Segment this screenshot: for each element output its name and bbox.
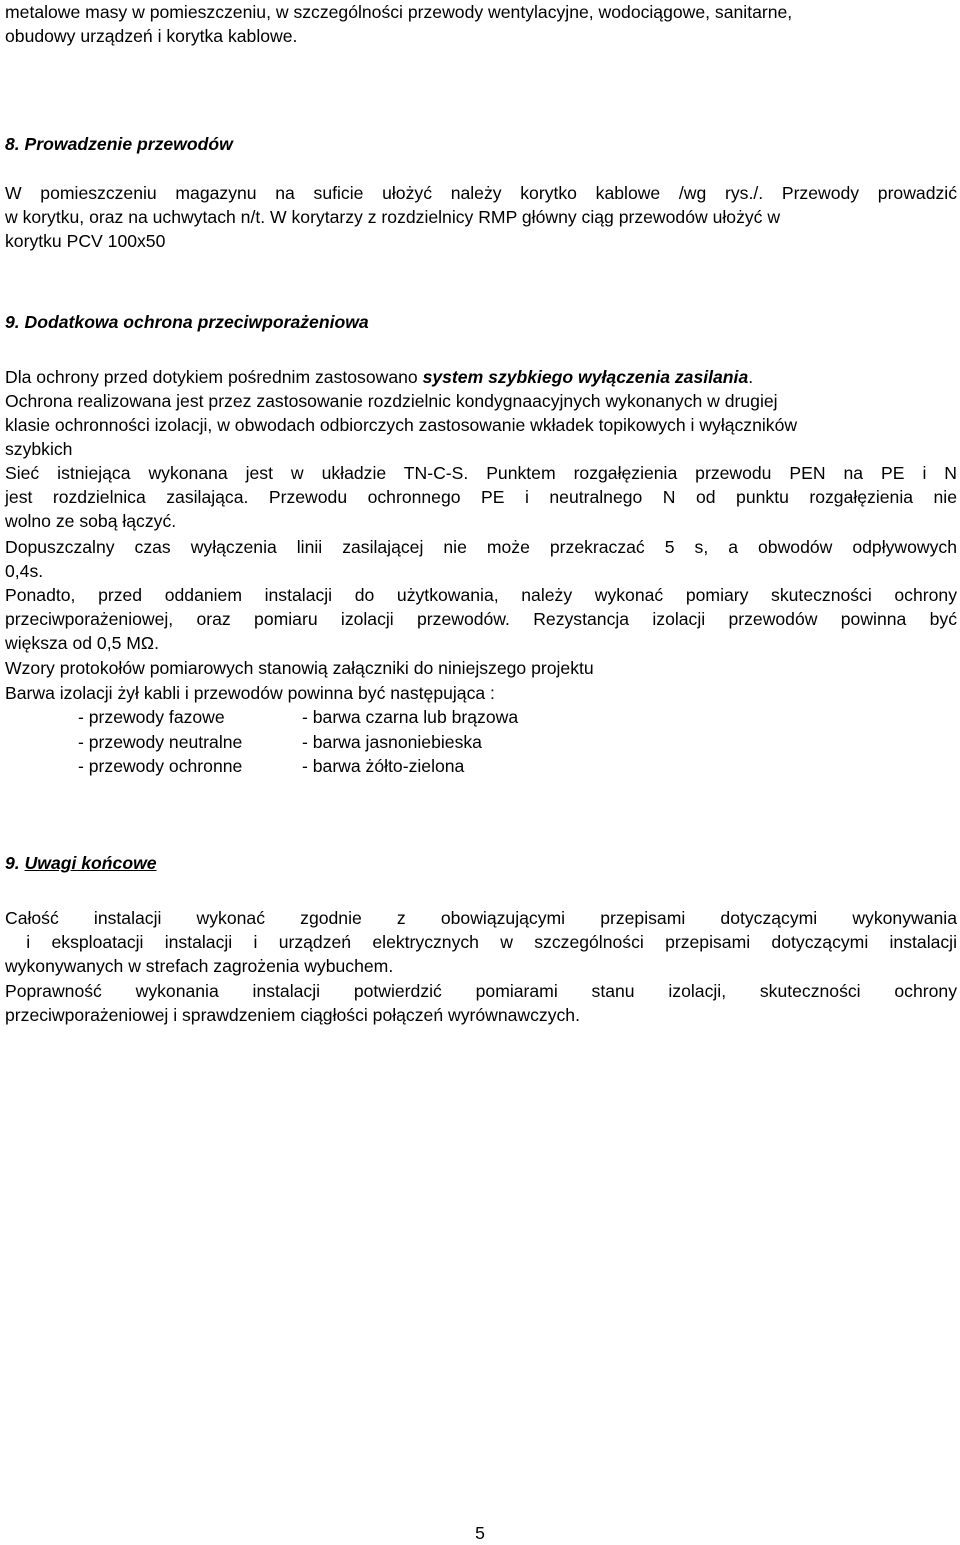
final-p1-line-2: i eksploatacji instalacji i urządzeń elektrycznych w szczególności przepisami dotyczącymi instalacji xyxy=(5,932,957,952)
protection-paragraph-2 xyxy=(5,389,957,461)
protection-p5-line-2: przeciwporażeniowej, oraz pomiaru izolacji przewodów. Rezystancja izolacji przewodów powinna być xyxy=(5,609,957,629)
final-heading-text: Uwagi końcowe xyxy=(24,853,157,873)
section-8-line-2: w korytku, oraz na uchwytach n/t. W korytarzy z rozdzielnicy RMP główny ciąg przewodów ułożyć w xyxy=(5,207,781,227)
final-p1-line-1: Całość instalacji wykonać zgodnie z obowiązującymi przepisami dotyczącymi wykonywania xyxy=(5,908,957,928)
protection-paragraph-3 xyxy=(5,461,957,533)
section-8-paragraph xyxy=(5,181,957,253)
wire-color: - barwa czarna lub brązowa xyxy=(302,707,519,727)
protection-paragraph-7: Barwa izolacji żył kabli i przewodów powinna być następująca : xyxy=(5,683,495,703)
protection-p3-line-3: wolno ze sobą łączyć. xyxy=(5,511,177,531)
section-9-protection-heading: 9. Dodatkowa ochrona przeciwporażeniowa xyxy=(5,312,369,332)
protection-intro-text: Dla ochrony przed dotykiem pośrednim zastosowano xyxy=(5,367,423,387)
section-8-line-3: korytku PCV 100x50 xyxy=(5,231,166,251)
protection-system-emphasis: system szybkiego wyłączenia zasilania xyxy=(422,367,749,387)
wire-color: - barwa żółto-zielona xyxy=(302,756,465,776)
final-heading-number: 9. xyxy=(5,853,25,873)
page-number: 5 xyxy=(475,1523,485,1543)
intro-line-2: obudowy urządzeń i korytka kablowe. xyxy=(5,26,298,46)
wire-color: - barwa jasnoniebieska xyxy=(302,732,482,752)
section-8-line-1: W pomieszczeniu magazynu na suficie ułożyć należy korytko kablowe /wg rys./. Przewody prowadzić xyxy=(5,183,957,203)
intro-paragraph xyxy=(5,0,957,48)
final-p2-line-1: Poprawność wykonania instalacji potwierdzić pomiarami stanu izolacji, skuteczności ochrony xyxy=(5,981,957,1001)
intro-line-1: metalowe masy w pomieszczeniu, w szczególności przewody wentylacyjne, wodociągowe, sanitarne, xyxy=(5,2,793,22)
protection-intro-end: . xyxy=(748,367,754,387)
section-8-heading: 8. Prowadzenie przewodów xyxy=(5,134,233,154)
protection-p4-line-1: Dopuszczalny czas wyłączenia linii zasilającej nie może przekraczać 5 s, a obwodów odpływowych xyxy=(5,537,957,557)
protection-p2-line-1: Ochrona realizowana jest przez zastosowanie rozdzielnic kondygnaacyjnych wykonanych w drugiej xyxy=(5,391,778,411)
wire-type: - przewody ochronne xyxy=(78,756,243,776)
protection-p5-line-1: Ponadto, przed oddaniem instalacji do użytkowania, należy wykonać pomiary skuteczności ochrony xyxy=(5,585,957,605)
final-p2-line-2: przeciwporażeniowej i sprawdzeniem ciągłości połączeń wyrównawczych. xyxy=(5,1005,580,1025)
protection-p2-line-3: szybkich xyxy=(5,439,73,459)
wire-type: - przewody fazowe xyxy=(78,707,225,727)
final-paragraph-1 xyxy=(5,906,957,978)
protection-p4-line-2: 0,4s. xyxy=(5,561,44,581)
protection-p5-line-3: większa od 0,5 MΩ. xyxy=(5,633,159,653)
section-9-final-heading xyxy=(5,851,957,875)
protection-intro xyxy=(5,365,957,389)
protection-p3-line-1: Sieć istniejąca wykonana jest w układzie TN-C-S. Punktem rozgałęzienia przewodu PEN na PE i N xyxy=(5,463,957,483)
protection-p2-line-2: klasie ochronności izolacji, w obwodach odbiorczych zastosowanie wkładek topikowych i wyłączników xyxy=(5,415,798,435)
wire-type: - przewody neutralne xyxy=(78,732,243,752)
final-paragraph-2 xyxy=(5,979,957,1027)
final-p1-line-3: wykonywanych w strefach zagrożenia wybuchem. xyxy=(5,956,394,976)
protection-paragraph-6: Wzory protokołów pomiarowych stanowią załączniki do niniejszego projektu xyxy=(5,658,594,678)
protection-paragraph-5 xyxy=(5,583,957,655)
protection-p3-line-2: jest rozdzielnica zasilająca. Przewodu ochronnego PE i neutralnego N od punktu rozgałęzienia nie xyxy=(5,487,957,507)
protection-paragraph-4 xyxy=(5,535,957,583)
